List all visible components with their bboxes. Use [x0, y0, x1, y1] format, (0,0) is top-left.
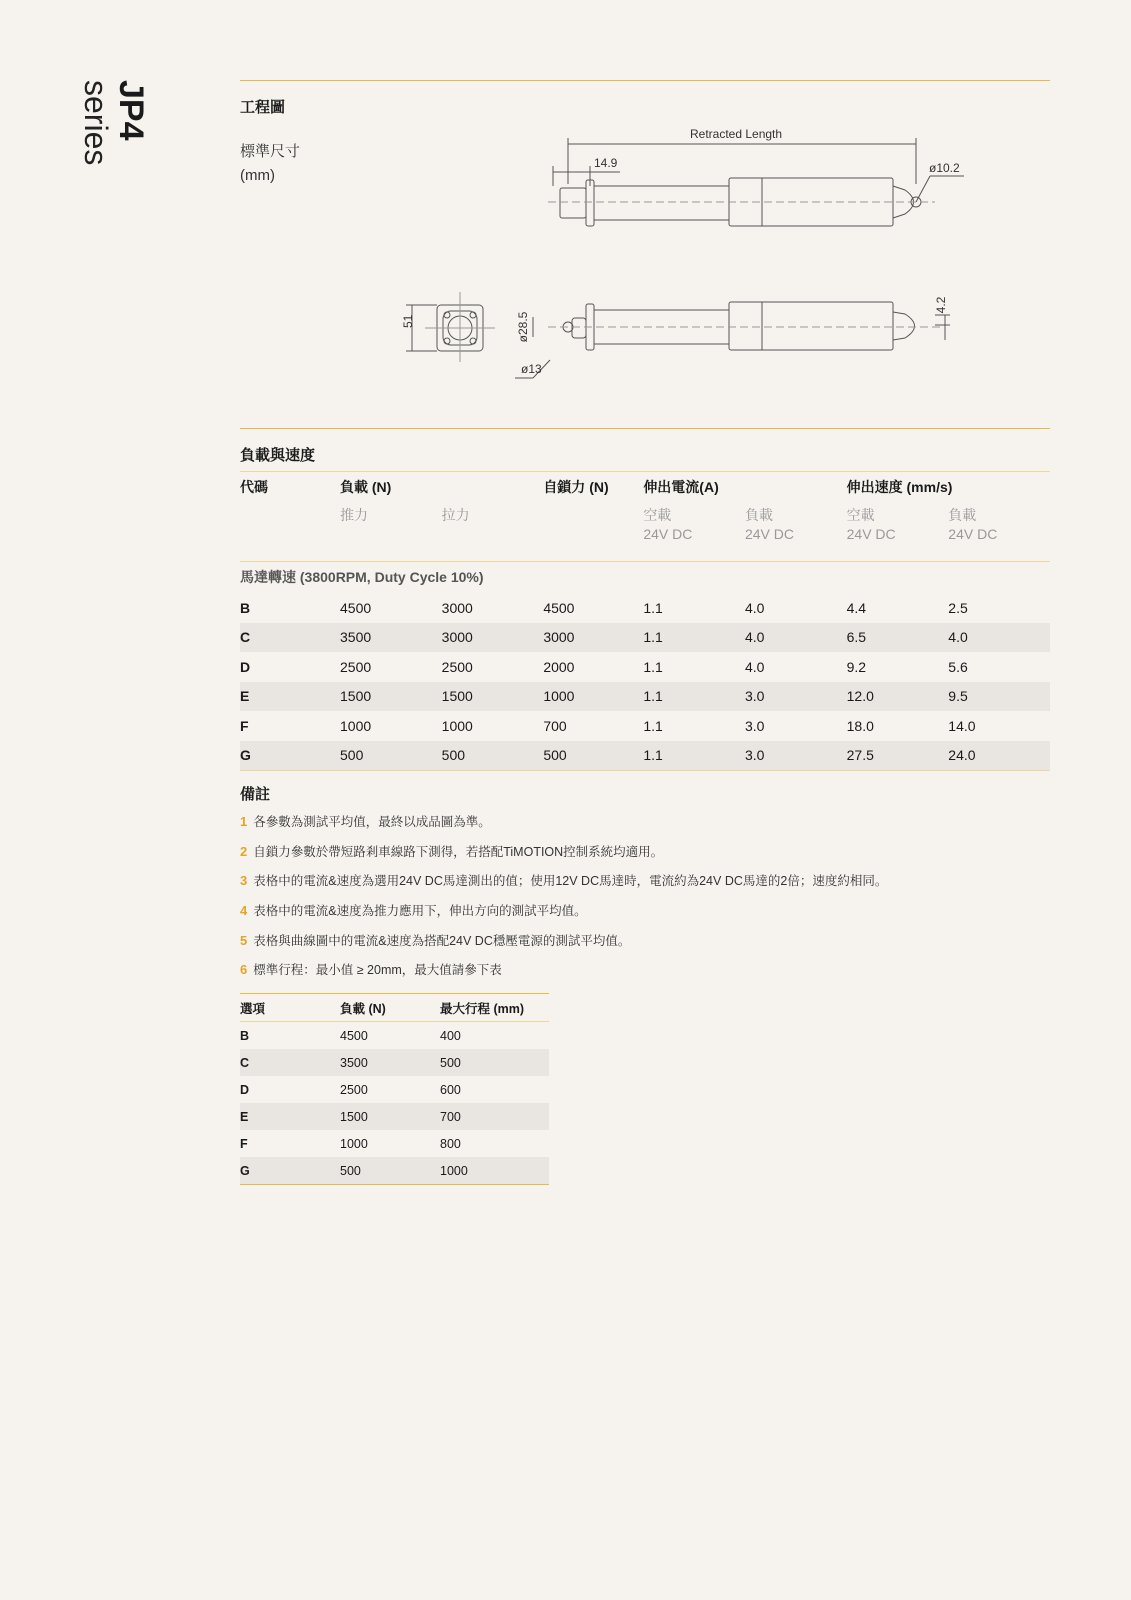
- note-number: 1: [240, 814, 248, 829]
- note-text: 表格中的電流&速度為選用24V DC馬達測出的值；使用12V DC馬達時，電流約為24V DC馬達的2倍；速度約相同。: [253, 874, 888, 889]
- engineering-drawing: [0, 0, 1131, 400]
- cell-l: 1500: [340, 1103, 440, 1130]
- cell-push: 2500: [340, 658, 372, 675]
- cell-v0: 4.4: [846, 599, 867, 616]
- cell-i0: 1.1: [643, 741, 745, 771]
- hdr-volt: 24V DC: [846, 526, 896, 542]
- hdr-option: 選項: [240, 1001, 266, 1016]
- hdr-noload: 空載: [846, 507, 875, 523]
- cell-o: G: [240, 1157, 340, 1185]
- cell-code: B: [240, 599, 251, 616]
- hdr-load: 負載 (N): [340, 479, 392, 495]
- cell-code: F: [240, 717, 249, 734]
- note-item: [240, 901, 887, 931]
- cell-m: 1000: [440, 1157, 549, 1185]
- cell-push: 500: [340, 741, 442, 771]
- cell-i0: 1.1: [643, 623, 745, 653]
- cell-v0: 9.2: [846, 658, 867, 675]
- motor-speed-label: 馬達轉速 (3800RPM, Duty Cycle 10%): [240, 569, 484, 586]
- load-speed-table: [240, 476, 1050, 771]
- note-item: [240, 960, 887, 990]
- cell-o: D: [240, 1082, 250, 1097]
- dim-28-5: ø28.5: [516, 311, 530, 343]
- stroke-rows: [240, 1022, 549, 1185]
- note-number: 4: [240, 903, 248, 919]
- notes-list: [240, 812, 887, 990]
- hdr-volt: 24V DC: [643, 526, 693, 542]
- dim-retracted-length: Retracted Length: [690, 127, 783, 141]
- cell-v1: 9.5: [948, 682, 1050, 712]
- cell-push: 3500: [340, 623, 442, 653]
- note-item: [240, 931, 887, 961]
- max-stroke-table: [240, 993, 549, 1185]
- cell-v0: 6.5: [847, 623, 949, 653]
- table-rule: [240, 471, 1050, 472]
- dim-51: 51: [401, 314, 415, 328]
- cell-v0: 12.0: [847, 682, 949, 712]
- hdr-volt: 24V DC: [744, 526, 794, 542]
- cell-v1: 4.0: [948, 623, 1050, 653]
- table-row: [240, 652, 1050, 682]
- cell-lock: 2000: [543, 658, 575, 675]
- cell-l: 3500: [340, 1049, 440, 1076]
- cell-l: 4500: [340, 1028, 368, 1043]
- table-row: [240, 1130, 549, 1157]
- cell-pull: 3000: [441, 599, 473, 616]
- hdr-code: 代碼: [240, 479, 268, 495]
- table-row: [240, 1076, 549, 1103]
- drawing-heading: 工程圖: [240, 99, 286, 116]
- cell-i0: 1.1: [643, 717, 663, 734]
- table-row: [240, 1157, 549, 1185]
- cell-code: C: [240, 623, 340, 653]
- table-row: [240, 1049, 549, 1076]
- cell-v0: 27.5: [847, 741, 949, 771]
- hdr-speed: 伸出速度 (mm/s): [846, 479, 953, 495]
- cell-lock: 700: [543, 717, 567, 734]
- cell-l: 2500: [340, 1082, 368, 1097]
- cell-i1: 4.0: [744, 599, 765, 616]
- cell-i0: 1.1: [643, 599, 663, 616]
- cell-i1: 4.0: [744, 658, 765, 675]
- table-row: [240, 593, 1050, 623]
- cell-push: 1500: [340, 682, 442, 712]
- load-heading: 負載與速度: [240, 447, 316, 464]
- cell-v0: 18.0: [846, 717, 874, 734]
- dim-14-9: 14.9: [594, 156, 618, 170]
- cell-pull: 1500: [442, 682, 544, 712]
- cell-o: B: [240, 1028, 250, 1043]
- cell-pull: 3000: [442, 623, 544, 653]
- cell-push: 1000: [340, 717, 372, 734]
- cell-i1: 3.0: [745, 741, 847, 771]
- dim-10-2: ø10.2: [929, 161, 960, 175]
- cell-m: 600: [440, 1082, 461, 1097]
- note-item: [240, 812, 887, 842]
- cell-o: C: [240, 1049, 340, 1076]
- hdr-stroke-load: 負載 (N): [340, 1001, 386, 1016]
- cell-i0: 1.1: [643, 658, 663, 675]
- cell-lock: 500: [543, 741, 643, 771]
- table-row: [240, 741, 1050, 771]
- cell-lock: 4500: [543, 599, 575, 616]
- cell-push: 4500: [340, 599, 372, 616]
- note-number: 5: [240, 932, 248, 948]
- hdr-noload: 空載: [643, 507, 672, 523]
- dim-4-2: 4.2: [934, 296, 948, 314]
- dim-13: ø13: [521, 362, 542, 376]
- hdr-withload: 負載: [744, 507, 773, 523]
- note-item: [240, 842, 887, 872]
- cell-m: 800: [440, 1136, 461, 1151]
- model-name: JP4: [112, 80, 150, 141]
- unit-label: (mm): [240, 167, 275, 184]
- cell-code: E: [240, 682, 340, 712]
- cell-i1: 4.0: [745, 623, 847, 653]
- notes-heading: 備註: [240, 786, 271, 803]
- cell-i1: 3.0: [744, 717, 765, 734]
- cell-pull: 500: [442, 741, 544, 771]
- cell-l: 1000: [340, 1136, 368, 1151]
- hdr-current: 伸出電流(A): [643, 479, 719, 495]
- hdr-max-stroke: 最大行程 (mm): [440, 1001, 525, 1016]
- cell-v1: 24.0: [948, 741, 1050, 771]
- note-text: 表格與曲線圖中的電流&速度為搭配24V DC穩壓電源的測試平均值。: [253, 933, 631, 948]
- cell-code: G: [240, 741, 340, 771]
- std-dim-label: 標準尺寸: [240, 143, 301, 160]
- hdr-pull: 拉力: [441, 507, 470, 523]
- table-row: [240, 1103, 549, 1130]
- section-rule: [240, 428, 1050, 429]
- cell-o: E: [240, 1103, 340, 1130]
- cell-code: D: [240, 658, 251, 675]
- note-number: 2: [240, 843, 248, 859]
- table-row: [240, 682, 1050, 712]
- load-rows: [240, 593, 1050, 771]
- hdr-push: 推力: [340, 507, 368, 523]
- cell-lock: 1000: [543, 682, 643, 712]
- cell-m: 400: [440, 1028, 461, 1043]
- note-text: 表格中的電流&速度為推力應用下，伸出方向的測試平均值。: [253, 904, 587, 919]
- cell-m: 500: [440, 1049, 549, 1076]
- cell-l: 500: [340, 1157, 440, 1185]
- note-number: 6: [240, 962, 248, 978]
- cell-v1: 2.5: [948, 599, 968, 616]
- table-row: [240, 623, 1050, 653]
- hdr-volt: 24V DC: [948, 526, 998, 542]
- cell-pull: 2500: [441, 658, 473, 675]
- hdr-withload: 負載: [948, 507, 977, 523]
- cell-pull: 1000: [441, 717, 473, 734]
- note-text: 標準行程：最小值 ≥ 20mm，最大值請參下表: [253, 963, 502, 978]
- cell-v1: 14.0: [948, 717, 976, 734]
- cell-m: 700: [440, 1103, 549, 1130]
- note-item: [240, 871, 887, 901]
- cell-v1: 5.6: [948, 658, 968, 675]
- hdr-selflock: 自鎖力 (N): [543, 479, 609, 495]
- note-text: 自鎖力參數於帶短路剎車線路下測得，若搭配TiMOTION控制系統均適用。: [253, 844, 664, 859]
- note-text: 各參數為測試平均值，最終以成品圖為準。: [253, 815, 491, 829]
- table-row: [240, 711, 1050, 741]
- cell-i0: 1.1: [643, 682, 745, 712]
- cell-i1: 3.0: [745, 682, 847, 712]
- cell-o: F: [240, 1136, 248, 1151]
- series-label: series: [78, 80, 114, 166]
- cell-lock: 3000: [543, 623, 643, 653]
- table-row: [240, 1022, 549, 1050]
- note-number: 3: [240, 873, 248, 889]
